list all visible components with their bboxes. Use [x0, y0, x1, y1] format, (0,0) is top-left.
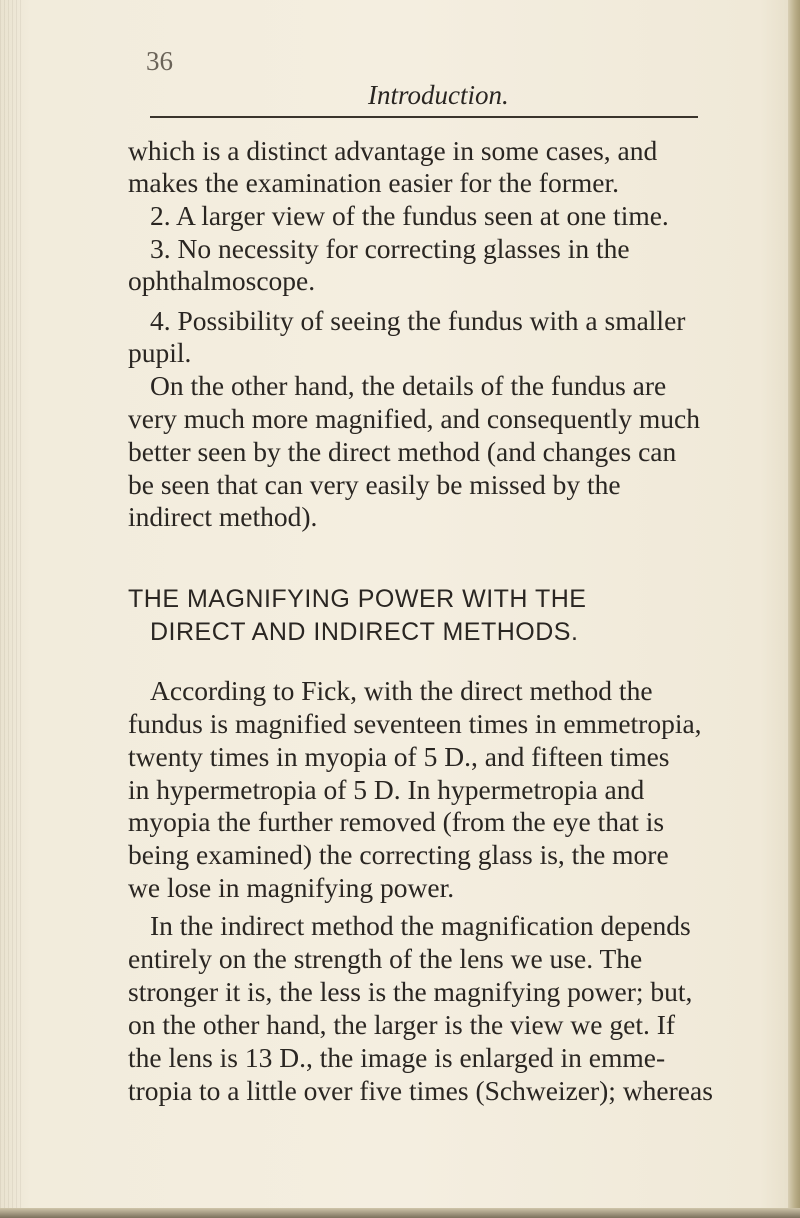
text-line: 4. Possibility of seeing the fundus with a smaller	[150, 305, 686, 336]
page-fore-edge	[788, 0, 800, 1218]
header-rule	[150, 116, 698, 118]
text-line: be seen that can very easily be missed by the	[128, 469, 621, 500]
section-heading-line-1: THE MAGNIFYING POWER WITH THE	[128, 585, 587, 613]
text-line: which is a distinct advantage in some cases, and	[128, 135, 658, 166]
text-line: the lens is 13 D., the image is enlarged in emme-	[128, 1042, 666, 1073]
text-line: ophthalmoscope.	[128, 265, 316, 296]
text-line: 3. No necessity for correcting glasses in the	[150, 233, 630, 264]
text-line: makes the examination easier for the former.	[128, 167, 619, 198]
text-line: According to Fick, with the direct method the	[150, 675, 653, 706]
text-line: tropia to a little over five times (Schweizer); whereas	[128, 1075, 713, 1106]
text-line: myopia the further removed (from the eye that is	[128, 806, 665, 837]
text-line: entirely on the strength of the lens we use. The	[128, 943, 643, 974]
page-bottom-edge	[0, 1208, 800, 1218]
text-line: on the other hand, the larger is the view we get. If	[128, 1009, 676, 1040]
text-line: twenty times in myopia of 5 D., and fifteen times	[128, 741, 670, 772]
text-line: 2. A larger view of the fundus seen at one time.	[150, 200, 669, 231]
text-line: better seen by the direct method (and changes can	[128, 436, 677, 467]
running-head: Introduction.	[368, 80, 509, 110]
text-line: being examined) the correcting glass is, the more	[128, 839, 669, 870]
text-line: very much more magnified, and consequently much	[128, 403, 700, 434]
text-line: fundus is magnified seventeen times in emmetropia,	[128, 708, 702, 739]
page-number: 36	[146, 46, 173, 76]
text-line: stronger it is, the less is the magnifying power; but,	[128, 976, 693, 1007]
text-line: pupil.	[128, 337, 192, 368]
text-line: we lose in magnifying power.	[128, 872, 455, 903]
text-line: indirect method).	[128, 501, 318, 532]
page-binding-edge	[0, 0, 24, 1218]
text-line: On the other hand, the details of the fundus are	[150, 370, 667, 401]
text-line: in hypermetropia of 5 D. In hypermetropia and	[128, 774, 645, 805]
section-heading-line-2: DIRECT AND INDIRECT METHODS.	[150, 618, 579, 646]
text-line: In the indirect method the magnification depends	[150, 910, 691, 941]
